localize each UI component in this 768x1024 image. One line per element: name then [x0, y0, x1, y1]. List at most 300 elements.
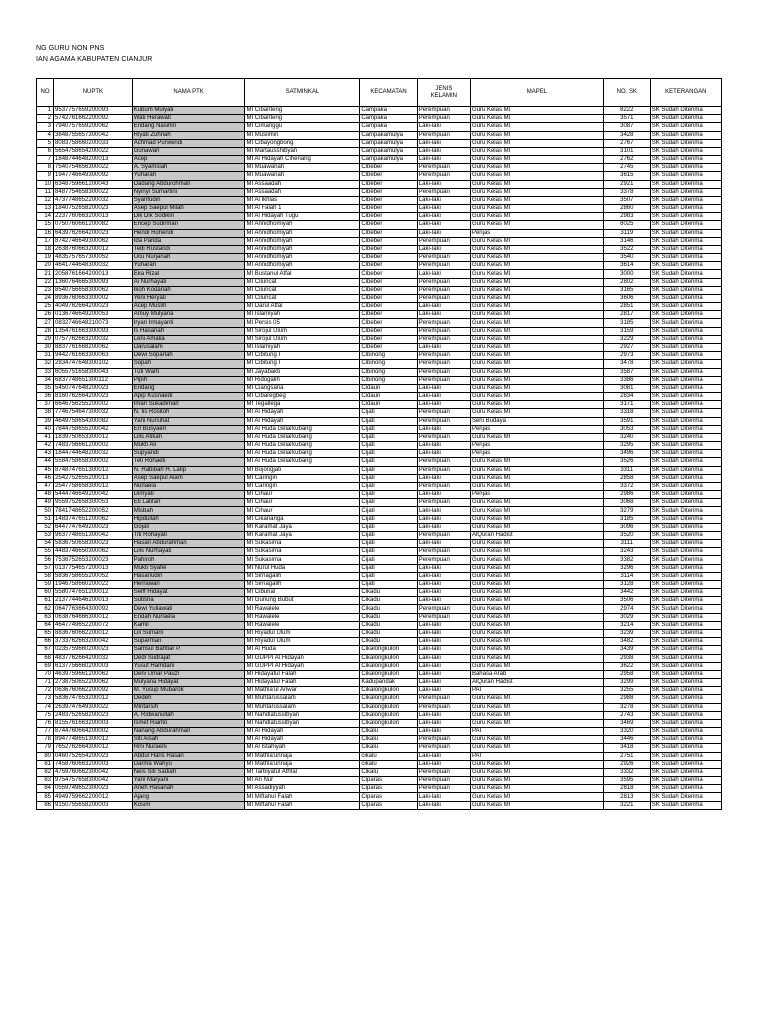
cell-jenis-kelamin: Laki-laki [417, 205, 470, 213]
cell-nama: Mintarsih [132, 703, 245, 711]
cell-nosk: 3320 [603, 728, 650, 736]
cell-nama: Yuharah [132, 262, 245, 270]
table-row [37, 172, 722, 180]
cell-jenis-kelamin: Perempuan [417, 695, 470, 703]
cell-mapel: Guru Kelas MI [470, 343, 603, 351]
cell-kecamatan: Cikadu [360, 613, 417, 621]
cell-satminkal: MI Sirnagalih [245, 572, 360, 580]
cell-jenis-kelamin: Perempuan [417, 548, 470, 556]
cell-kecamatan: Campaka [360, 123, 417, 131]
cell-nama: Teti Rohaeti [132, 458, 245, 466]
cell-nosk: 3000 [603, 270, 650, 278]
cell-no: 82 [37, 768, 54, 776]
col-header-nosk: NO. SK [603, 79, 650, 107]
cell-nama: Ikoh Kodariah [132, 286, 245, 294]
cell-jenis-kelamin: Laki-laki [417, 156, 470, 164]
cell-kecamatan: Cikadu [360, 589, 417, 597]
cell-nuptk: 2738750652200062 [54, 679, 133, 687]
cell-nama: Ismet Rianto [132, 719, 245, 727]
cell-satminkal: MI Persis 05 [245, 319, 360, 327]
cell-satminkal: MI Sirnagalih [245, 580, 360, 588]
cell-satminkal: MI GUPPI Al Hidayah [245, 662, 360, 670]
cell-keterangan: SK Sudah Diterima [650, 311, 721, 319]
cell-nosk: 3295 [603, 442, 650, 450]
cell-nuptk: 2137744646200013 [54, 597, 133, 605]
cell-satminkal: MI Mathla'unnaja [245, 760, 360, 768]
cell-keterangan: SK Sudah Diterima [650, 711, 721, 719]
cell-nosk: 3296 [603, 564, 650, 572]
cell-mapel: Guru Kelas MI [470, 572, 603, 580]
cell-jenis-kelamin: Perempuan [417, 613, 470, 621]
cell-keterangan: SK Sudah Diterima [650, 760, 721, 768]
table-row [37, 327, 722, 335]
cell-no: 23 [37, 286, 54, 294]
cell-mapel: Guru Kelas MI [470, 785, 603, 793]
cell-satminkal: MI Bojongjati [245, 466, 360, 474]
cell-nuptk: 7540754656300022 [54, 164, 133, 172]
cell-satminkal: MI Rawalele [245, 613, 360, 621]
cell-mapel: Guru Kelas MI [470, 123, 603, 131]
cell-nosk: 2767 [603, 139, 650, 147]
cell-nuptk: 0559749652300023 [54, 785, 133, 793]
cell-kecamatan: Campakamulya [360, 156, 417, 164]
cell-nama: Suparman [132, 638, 245, 646]
cell-kecamatan: Cikalongkulon [360, 703, 417, 711]
cell-jenis-kelamin: Perempuan [417, 172, 470, 180]
cell-nosk: 3081 [603, 384, 650, 392]
cell-satminkal: MI Cibanteng [245, 107, 360, 115]
cell-nuptk: 3848755657300042 [54, 131, 133, 139]
cell-mapel: Guru Kelas MI [470, 605, 603, 613]
cell-jenis-kelamin: Perempuan [417, 237, 470, 245]
cell-nama: Abdul Haris Hasan [132, 752, 245, 760]
cell-no: 58 [37, 572, 54, 580]
table-row [37, 433, 722, 441]
cell-mapel: Guru Kelas MI [470, 221, 603, 229]
cell-mapel: Guru Kelas MI [470, 270, 603, 278]
cell-keterangan: SK Sudah Diterima [650, 270, 721, 278]
cell-mapel: Guru Kelas MI [470, 760, 603, 768]
cell-satminkal: MI Hidayatul Falah [245, 679, 360, 687]
cell-nuptk: 9442761663300063 [54, 352, 133, 360]
cell-satminkal: MI Al Hidayah [245, 409, 360, 417]
cell-nama: Neis Siti Sadiah [132, 768, 245, 776]
cell-no: 6 [37, 147, 54, 155]
cell-jenis-kelamin: Laki-laki [417, 474, 470, 482]
cell-jenis-kelamin: Perempuan [417, 499, 470, 507]
cell-no: 63 [37, 613, 54, 621]
cell-nama: Achmad Purwendi [132, 139, 245, 147]
cell-nuptk: 9150755658200003 [54, 801, 133, 809]
cell-keterangan: SK Sudah Diterima [650, 531, 721, 539]
cell-no: 62 [37, 605, 54, 613]
cell-nuptk: 8947748651300012 [54, 736, 133, 744]
cell-nosk: 3520 [603, 531, 650, 539]
table-row [37, 188, 722, 196]
cell-no: 76 [37, 719, 54, 727]
cell-mapel: Guru Kelas MI [470, 777, 603, 785]
cell-no: 10 [37, 180, 54, 188]
cell-mapel: Guru Kelas MI [470, 736, 603, 744]
table-row [37, 254, 722, 262]
cell-satminkal: MI Mathla'unnaja [245, 752, 360, 760]
cell-nosk: 3101 [603, 147, 650, 155]
cell-no: 1 [37, 107, 54, 115]
table-row [37, 368, 722, 376]
cell-keterangan: SK Sudah Diterima [650, 156, 721, 164]
cell-satminkal: MI Sukasirna [245, 556, 360, 564]
cell-keterangan: SK Sudah Diterima [650, 719, 721, 727]
cell-nuptk: 1354761663300093 [54, 327, 133, 335]
cell-nama: Lilis Atikah [132, 433, 245, 441]
cell-nosk: 3185 [603, 319, 650, 327]
cell-nama: Lilis Nurhayati [132, 548, 245, 556]
cell-kecamatan: Cijati [360, 417, 417, 425]
col-header-nuptk: NUPTK [54, 79, 133, 107]
cell-kecamatan: Cidaun [360, 401, 417, 409]
cell-nama: Ajang [132, 793, 245, 801]
cell-nosk: 3128 [603, 580, 650, 588]
cell-jenis-kelamin: Perempuan [417, 188, 470, 196]
cell-satminkal: MI Cibanteng [245, 115, 360, 123]
table-row [37, 580, 722, 588]
cell-kecamatan: Cibeber [360, 188, 417, 196]
cell-satminkal: MI Nahdlatusslbyan [245, 711, 360, 719]
table-row [37, 393, 722, 401]
table-row [37, 180, 722, 188]
cell-nosk: 3185 [603, 515, 650, 523]
cell-kecamatan: Cijati [360, 499, 417, 507]
cell-nuptk: 7652762664300012 [54, 744, 133, 752]
cell-nama: Darma Wahyu [132, 760, 245, 768]
cell-keterangan: SK Sudah Diterima [650, 368, 721, 376]
cell-keterangan: SK Sudah Diterima [650, 221, 721, 229]
table-row [37, 131, 722, 139]
cell-nuptk: 1947746649300092 [54, 172, 133, 180]
cell-no: 2 [37, 115, 54, 123]
cell-satminkal: MI Tarbiyatul Athfal [245, 768, 360, 776]
cell-satminkal: MI Nahdlatusslbyan [245, 719, 360, 727]
cell-kecamatan: Cibeber [360, 319, 417, 327]
cell-satminkal: MI Caringin [245, 482, 360, 490]
cell-jenis-kelamin: Laki-laki [417, 450, 470, 458]
cell-nuptk: 4639759661200062 [54, 670, 133, 678]
cell-nuptk: 7940757659200062 [54, 123, 133, 131]
cell-satminkal: MI Darul Atfal [245, 303, 360, 311]
cell-jenis-kelamin: Perempuan [417, 605, 470, 613]
cell-jenis-kelamin: Laki-laki [417, 425, 470, 433]
cell-keterangan: SK Sudah Diterima [650, 401, 721, 409]
cell-nama: Rini Nuraeni [132, 744, 245, 752]
cell-mapel: Bahasa Arab [470, 670, 603, 678]
cell-keterangan: SK Sudah Diterima [650, 630, 721, 638]
col-header-satminkal: SATMINKAL [245, 79, 360, 107]
cell-satminkal: MI Annidhomiyah [245, 237, 360, 245]
cell-kecamatan: Cibeber [360, 327, 417, 335]
cell-nosk: 3526 [603, 458, 650, 466]
cell-nosk: 3087 [603, 123, 650, 131]
table-row [37, 515, 722, 523]
cell-mapel: Guru Kelas MI [470, 499, 603, 507]
table-row [37, 221, 722, 229]
cell-nuptk: 2058761664200013 [54, 270, 133, 278]
cell-nama: A. Ridwanullah [132, 711, 245, 719]
cell-kecamatan: Cijati [360, 433, 417, 441]
cell-keterangan: SK Sudah Diterima [650, 442, 721, 450]
cell-keterangan: SK Sudah Diterima [650, 139, 721, 147]
cell-jenis-kelamin: Laki-laki [417, 801, 470, 809]
cell-satminkal: MI Cibitung I [245, 360, 360, 368]
table-row [37, 343, 722, 351]
cell-kecamatan: Cijati [360, 425, 417, 433]
cell-nuptk: 5836750658300023 [54, 540, 133, 548]
cell-no: 28 [37, 327, 54, 335]
cell-kecamatan: Cibeber [360, 229, 417, 237]
cell-kecamatan: Cidaun [360, 393, 417, 401]
cell-mapel: Guru Kelas MI [470, 630, 603, 638]
table-header-row [37, 79, 722, 107]
cell-no: 46 [37, 474, 54, 482]
cell-keterangan: SK Sudah Diterima [650, 801, 721, 809]
cell-keterangan: SK Sudah Diterima [650, 638, 721, 646]
cell-satminkal: MI An Nur [245, 777, 360, 785]
cell-kecamatan: Cikadu [360, 630, 417, 638]
cell-jenis-kelamin: Perempuan [417, 744, 470, 752]
cell-keterangan: SK Sudah Diterima [650, 482, 721, 490]
cell-keterangan: SK Sudah Diterima [650, 736, 721, 744]
cell-mapel: Guru Kelas MI [470, 254, 603, 262]
cell-kecamatan: Campakamulya [360, 131, 417, 139]
cell-kecamatan: Cibeber [360, 221, 417, 229]
cell-keterangan: SK Sudah Diterima [650, 425, 721, 433]
cell-satminkal: MI Al Hidayah Tugu [245, 213, 360, 221]
cell-mapel: Guru Kelas MI [470, 793, 603, 801]
cell-jenis-kelamin: Laki-laki [417, 662, 470, 670]
cell-keterangan: SK Sudah Diterima [650, 237, 721, 245]
cell-no: 73 [37, 695, 54, 703]
document-title-line2: IAN AGAMA KABUPATEN CIANJUR [36, 56, 153, 63]
cell-kecamatan: Cijati [360, 531, 417, 539]
cell-mapel: Guru Kelas MI [470, 319, 603, 327]
cell-no: 18 [37, 245, 54, 253]
cell-mapel: Guru Kelas MI [470, 245, 603, 253]
cell-nama: Ucu Nurjanah [132, 254, 245, 262]
cell-satminkal: MI Al Huda Gelarkubang [245, 433, 360, 441]
cell-nuptk: 4737748652200032 [54, 196, 133, 204]
table-row [37, 335, 722, 343]
cell-jenis-kelamin: Perempuan [417, 131, 470, 139]
cell-jenis-kelamin: Laki-laki [417, 245, 470, 253]
cell-nuptk: 2237760663200013 [54, 213, 133, 221]
cell-mapel: Guru Kelas MI [470, 768, 603, 776]
cell-nuptk: 0137754657200013 [54, 564, 133, 572]
cell-kecamatan: Cijati [360, 515, 417, 523]
cell-keterangan: SK Sudah Diterima [650, 417, 721, 425]
cell-kecamatan: Cikalongkulon [360, 646, 417, 654]
cell-keterangan: SK Sudah Diterima [650, 793, 721, 801]
cell-nuptk: 8487754658300022 [54, 188, 133, 196]
cell-jenis-kelamin: Laki-laki [417, 270, 470, 278]
cell-kecamatan: Cikalongkulon [360, 687, 417, 695]
cell-nama: Yani Nursihat [132, 417, 245, 425]
cell-satminkal: MI Al Huda Gelarkubang [245, 442, 360, 450]
cell-mapel: AlQuran Hadist [470, 679, 603, 687]
cell-keterangan: SK Sudah Diterima [650, 123, 721, 131]
table-row [37, 196, 722, 204]
table-row [37, 164, 722, 172]
cell-no: 33 [37, 368, 54, 376]
cell-jenis-kelamin: Perempuan [417, 278, 470, 286]
table-row [37, 744, 722, 752]
cell-nuptk: 5584758658300002 [54, 458, 133, 466]
cell-satminkal: MI Miftahul Falah [245, 801, 360, 809]
cell-no: 55 [37, 548, 54, 556]
cell-nosk: 3068 [603, 499, 650, 507]
cell-satminkal: MI Ciluncat [245, 294, 360, 302]
cell-keterangan: SK Sudah Diterima [650, 540, 721, 548]
table-row [37, 572, 722, 580]
cell-kecamatan: Cijati [360, 523, 417, 531]
cell-nama: Dimyati [132, 491, 245, 499]
cell-jenis-kelamin: Perempuan [417, 785, 470, 793]
cell-keterangan: SK Sudah Diterima [650, 319, 721, 327]
cell-no: 57 [37, 564, 54, 572]
cell-satminkal: MI Annidhomiyah [245, 254, 360, 262]
cell-keterangan: SK Sudah Diterima [650, 499, 721, 507]
cell-keterangan: SK Sudah Diterima [650, 458, 721, 466]
cell-satminkal: MI Cihaur [245, 499, 360, 507]
cell-nama: Eti Latifah [132, 499, 245, 507]
cell-no: 37 [37, 401, 54, 409]
cell-no: 13 [37, 205, 54, 213]
table-row [37, 417, 722, 425]
cell-kecamatan: Cijati [360, 572, 417, 580]
cell-jenis-kelamin: Laki-laki [417, 711, 470, 719]
cell-nama: Herrawan [132, 580, 245, 588]
cell-satminkal: MI Al Hidayah [245, 417, 360, 425]
cell-kecamatan: Cibeber [360, 278, 417, 286]
cell-nosk: 2988 [603, 695, 650, 703]
cell-nuptk: 8836760662200012 [54, 630, 133, 638]
cell-satminkal: MI Sirojul Ulum [245, 335, 360, 343]
cell-nosk: 3111 [603, 540, 650, 548]
cell-nosk: 8025 [603, 221, 650, 229]
cell-keterangan: SK Sudah Diterima [650, 679, 721, 687]
cell-nuptk: 2483752658200023 [54, 711, 133, 719]
cell-nama: Mukti Syafei [132, 564, 245, 572]
cell-mapel: Penjas [470, 442, 603, 450]
cell-nuptk: 0136746649200053 [54, 311, 133, 319]
cell-no: 30 [37, 343, 54, 351]
table-row [37, 540, 722, 548]
cell-nosk: 2762 [603, 156, 650, 164]
cell-keterangan: SK Sudah Diterima [650, 376, 721, 384]
cell-jenis-kelamin: Laki-laki [417, 760, 470, 768]
cell-mapel: Penjas [470, 425, 603, 433]
cell-nosk: 3159 [603, 327, 650, 335]
cell-nosk: 3591 [603, 417, 650, 425]
cell-kecamatan: Cijati [360, 466, 417, 474]
cell-keterangan: SK Sudah Diterima [650, 278, 721, 286]
cell-nama: Ida Parida [132, 237, 245, 245]
cell-no: 86 [37, 801, 54, 809]
cell-jenis-kelamin: Perempuan [417, 327, 470, 335]
cell-keterangan: SK Sudah Diterima [650, 654, 721, 662]
table-row [37, 139, 722, 147]
cell-satminkal: MI Rawalele [245, 605, 360, 613]
table-row [37, 360, 722, 368]
cell-satminkal: MI Al Huda Gelarkubang [245, 458, 360, 466]
cell-nama: Sopah [132, 360, 245, 368]
cell-keterangan: SK Sudah Diterima [650, 580, 721, 588]
cell-nuptk: 5836747653200012 [54, 695, 133, 703]
cell-kecamatan: Cibeber [360, 335, 417, 343]
cell-no: 80 [37, 752, 54, 760]
cell-kecamatan: Cibeber [360, 180, 417, 188]
cell-mapel: Guru Kelas MI [470, 695, 603, 703]
cell-jenis-kelamin: Perempuan [417, 777, 470, 785]
cell-satminkal: MI Muhtarussalam [245, 703, 360, 711]
cell-satminkal: MI Gunung Bubut [245, 597, 360, 605]
cell-nama: Samsul Bahtiar P. [132, 646, 245, 654]
cell-nosk: 3418 [603, 744, 650, 752]
cell-keterangan: SK Sudah Diterima [650, 327, 721, 335]
cell-nama: Asep Saepul Milah [132, 205, 245, 213]
cell-nama: Lili Sumarli [132, 630, 245, 638]
table-row [37, 156, 722, 164]
cell-mapel: Guru Kelas MI [470, 205, 603, 213]
cell-kecamatan: Cikalu [360, 744, 417, 752]
cell-nama: Encep Sudirman [132, 221, 245, 229]
cell-kecamatan: Cibeber [360, 213, 417, 221]
cell-no: 17 [37, 237, 54, 245]
cell-mapel: Guru Kelas MI [470, 278, 603, 286]
table-row [37, 425, 722, 433]
cell-satminkal: MI Al Falah 1 [245, 205, 360, 213]
cell-jenis-kelamin: Perempuan [417, 703, 470, 711]
cell-nosk: 3171 [603, 401, 650, 409]
cell-nosk: 2745 [603, 164, 650, 172]
cell-nama: Amuy Mulyana [132, 311, 245, 319]
cell-no: 74 [37, 703, 54, 711]
cell-kecamatan: Cijati [360, 482, 417, 490]
cell-keterangan: SK Sudah Diterima [650, 515, 721, 523]
cell-satminkal: MI Sirojul Ulum [245, 327, 360, 335]
cell-satminkal: MI Caringin [245, 474, 360, 482]
cell-mapel: Guru Kelas MI [470, 613, 603, 621]
cell-nosk: 3571 [603, 115, 650, 123]
cell-mapel: Guru Kelas MI [470, 107, 603, 115]
cell-mapel: PAI [470, 687, 603, 695]
cell-mapel: Guru Kelas MI [470, 131, 603, 139]
cell-no: 79 [37, 744, 54, 752]
cell-kecamatan: Cikalongkulon [360, 711, 417, 719]
cell-jenis-kelamin: Laki-laki [417, 572, 470, 580]
cell-keterangan: SK Sudah Diterima [650, 360, 721, 368]
cell-nosk: 3615 [603, 172, 650, 180]
cell-nuptk: 0638764666300012 [54, 613, 133, 621]
cell-keterangan: SK Sudah Diterima [650, 646, 721, 654]
cell-mapel: Guru Kelas MI [470, 286, 603, 294]
table-row [37, 703, 722, 711]
cell-mapel: Guru Kelas MI [470, 409, 603, 417]
cell-nama: Acep [132, 156, 245, 164]
cell-nama: Pahiroh [132, 556, 245, 564]
cell-nuptk: 0647763664300092 [54, 605, 133, 613]
cell-no: 24 [37, 294, 54, 302]
table-row [37, 245, 722, 253]
cell-mapel: Guru Kelas MI [470, 172, 603, 180]
